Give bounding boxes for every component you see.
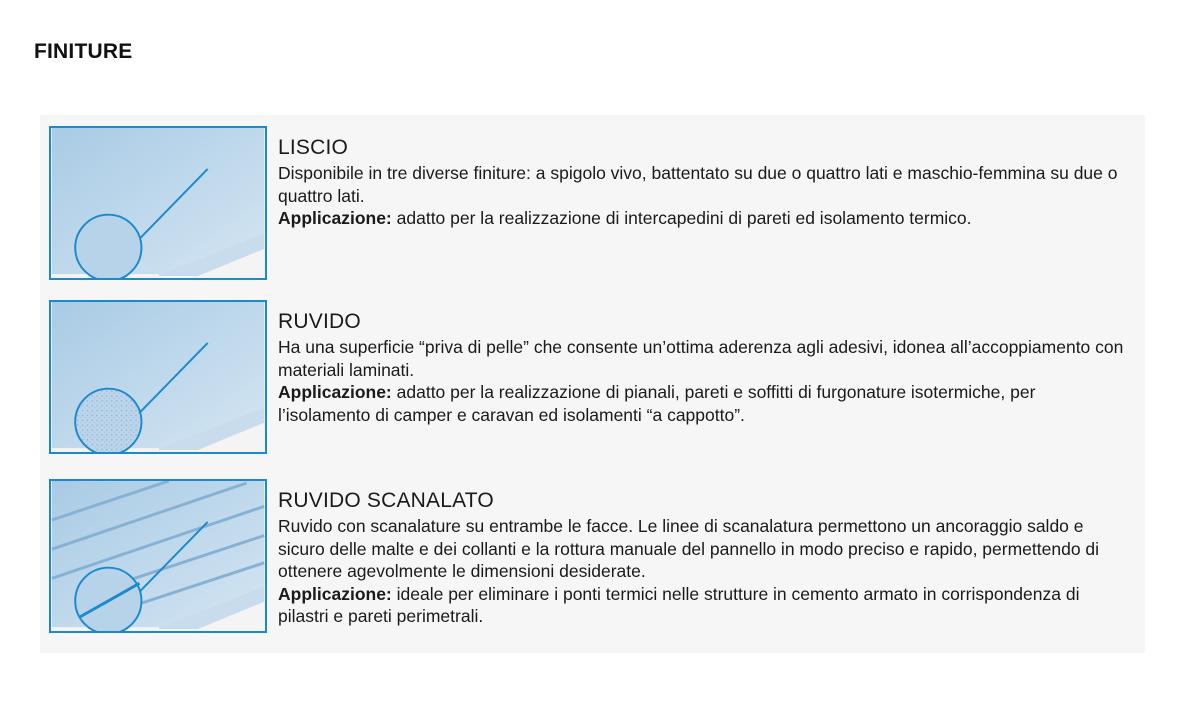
application-label: Applicazione: (278, 583, 392, 604)
grooved-panel-icon (51, 481, 265, 631)
application-text: adatto per la realizzazione di pianali, pareti e soffitti di furgonature isotermiche, per l’isolamento di camper e caravan ed isolamenti “a cappotto”. (278, 382, 1036, 425)
finish-description: Disponibile in tre diverse finiture: a spigolo vivo, battentato su due o quattro lati e maschio-femmina su due o quattro lati. (278, 163, 1118, 206)
finish-title: RUVIDO (278, 310, 361, 333)
finish-title: RUVIDO SCANALATO (278, 489, 494, 512)
finish-application (278, 381, 1124, 426)
finish-application (278, 207, 1124, 230)
finish-item-ruvido (49, 300, 1139, 458)
application-text: ideale per eliminare i ponti termici nelle strutture in cemento armato in corrispondenza di pilastri e pareti perimetrali. (278, 583, 1080, 626)
finish-item-ruvido-scanalato (49, 479, 1139, 637)
finish-text-liscio (278, 136, 1124, 230)
finish-item-liscio (49, 126, 1139, 284)
finish-image-ruvido (49, 300, 267, 454)
finish-description: Ha una superficie “priva di pelle” che consente un’ottima aderenza agli adesivi, idonea all’accoppiamento con materiali laminati. (278, 337, 1124, 380)
finish-title: LISCIO (278, 136, 349, 159)
finish-text-ruvido-scanalato (278, 489, 1124, 628)
application-text: adatto per la realizzazione di intercapedini di pareti ed isolamento termico. (391, 208, 972, 228)
rough-panel-icon (51, 302, 265, 452)
application-label: Applicazione: (278, 208, 392, 228)
finish-image-ruvido-scanalato (49, 479, 267, 633)
smooth-panel-icon (51, 128, 265, 278)
finish-description: Ruvido con scanalature su entrambe le facce. Le linee di scanalatura permettono un ancoraggio saldo e sicuro delle malte e dei collanti e la rottura manuale del pannello in modo preciso e rapido, permettendo di ottenere agevolmente le dimensioni desiderate. (278, 516, 1100, 581)
application-label: Applicazione: (278, 382, 392, 402)
page-title: FINITURE (34, 40, 133, 63)
finish-application (278, 583, 1124, 628)
finish-text-ruvido (278, 310, 1124, 426)
finish-image-liscio (49, 126, 267, 280)
